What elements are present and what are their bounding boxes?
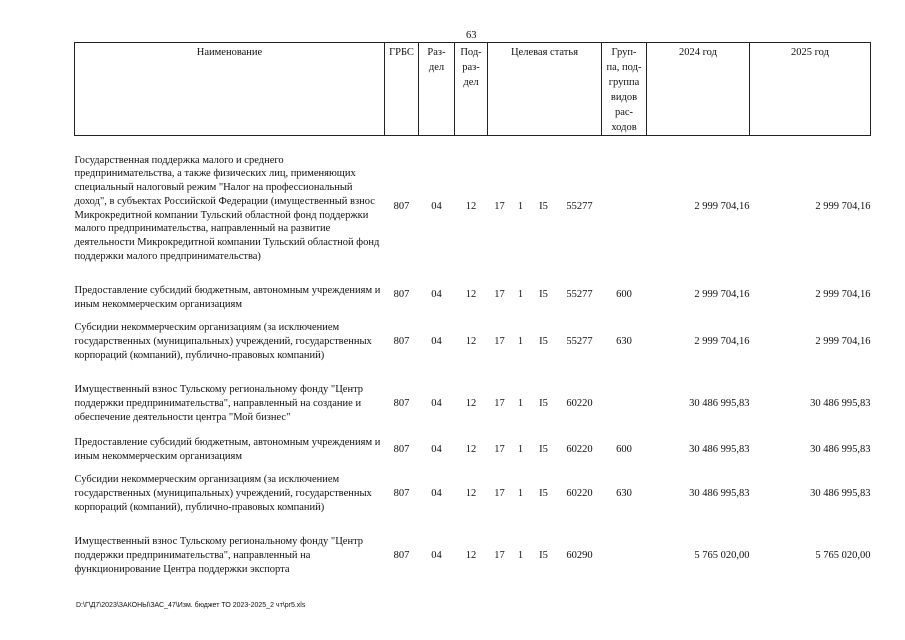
row-target-2: 1: [517, 200, 524, 212]
row-target-4: 55277: [566, 336, 593, 348]
row-target-1: 17: [494, 398, 505, 410]
table-header-row: [75, 43, 871, 136]
row-name: Имущественный взнос Тульскому региональному фонду "Центр поддержки предпринимательства", направленный на создание и обеспечение деятельности центра "Мой бизнес": [74, 384, 364, 423]
header-grbs: ГРБС: [385, 43, 419, 136]
row-group: 600: [616, 289, 632, 301]
row-2024: 30 486 995,83: [689, 398, 750, 410]
row-podrazdel: 12: [465, 289, 477, 301]
row-target-3: I5: [539, 289, 548, 301]
row-group: 600: [616, 444, 632, 456]
file-path-footer: D:\Г\Д7\2023\ЗАКОНЫ\ЗАС_47\Изм. бюджет ТО 2023-2025_2 чт\pr5.xls: [76, 602, 306, 609]
row-grbs: 807: [393, 398, 410, 410]
row-grbs: 807: [393, 289, 410, 301]
row-group: 630: [616, 488, 632, 500]
row-group: [602, 371, 647, 425]
row-podrazdel: 12: [465, 336, 477, 348]
row-target-4: 55277: [566, 200, 593, 212]
row-target-3: I5: [539, 550, 548, 562]
row-grbs: 807: [393, 444, 410, 456]
row-target-3: I5: [539, 444, 548, 456]
header-razdel: Раз- дел: [419, 43, 455, 136]
header-2024: 2024 год: [647, 43, 750, 136]
row-target-3: I5: [539, 488, 548, 500]
row-podrazdel: 12: [465, 550, 477, 562]
header-name: Наименование: [75, 43, 385, 136]
row-grbs: 807: [393, 200, 410, 212]
row-razdel: 04: [431, 550, 442, 562]
row-name: Субсидии некоммерческим организациям (за исключением государственных (муниципальных) учреждений, государственных корпораций (компаний), публично-правовых компаний): [74, 322, 372, 361]
header-podrazdel: Под- раз- дел: [455, 43, 488, 136]
table-row: [75, 313, 871, 371]
page-number: 63: [466, 30, 477, 41]
row-razdel: 04: [431, 289, 442, 301]
row-name: Имущественный взнос Тульскому региональному фонду "Центр поддержки предпринимательства", направленный на функционирование Центра поддержки экспорта: [74, 536, 364, 575]
row-target-3: I5: [539, 200, 548, 212]
row-2024: 5 765 020,00: [694, 550, 750, 562]
row-name: Предоставление субсидий бюджетным, автономным учреждениям и иным некоммерческим организациям: [74, 437, 381, 462]
row-group: [602, 136, 647, 278]
row-target-2: 1: [517, 488, 524, 500]
row-grbs: 807: [393, 550, 410, 562]
row-grbs: 807: [393, 488, 410, 500]
row-2024: 30 486 995,83: [689, 444, 750, 456]
header-target: Целевая статья: [488, 43, 602, 136]
row-target-4: 60220: [566, 398, 593, 410]
row-2025: 2 999 704,16: [815, 200, 871, 212]
row-razdel: 04: [431, 398, 442, 410]
row-target-2: 1: [517, 444, 524, 456]
row-target-2: 1: [517, 398, 524, 410]
row-target-1: 17: [494, 550, 505, 562]
row-target-3: I5: [539, 398, 548, 410]
row-2025: 2 999 704,16: [815, 336, 871, 348]
row-2024: 2 999 704,16: [694, 336, 750, 348]
table-row: [75, 425, 871, 465]
row-grbs: 807: [393, 336, 410, 348]
row-2024: 2 999 704,16: [694, 200, 750, 212]
row-razdel: 04: [431, 444, 442, 456]
row-2025: 2 999 704,16: [815, 289, 871, 301]
row-target-1: 17: [494, 336, 505, 348]
table-row: [75, 465, 871, 523]
row-2025: 5 765 020,00: [815, 550, 871, 562]
budget-table: [74, 42, 871, 577]
row-target-2: 1: [517, 336, 524, 348]
row-group: 630: [616, 336, 632, 348]
row-target-1: 17: [494, 289, 505, 301]
row-2025: 30 486 995,83: [810, 444, 871, 456]
row-podrazdel: 12: [465, 488, 477, 500]
row-target-1: 17: [494, 488, 505, 500]
table-row: [75, 523, 871, 577]
row-2025: 30 486 995,83: [810, 398, 871, 410]
row-target-1: 17: [494, 444, 505, 456]
row-2024: 2 999 704,16: [694, 289, 750, 301]
row-target-2: 1: [517, 289, 524, 301]
table-row: [75, 277, 871, 313]
header-2025: 2025 год: [750, 43, 871, 136]
row-2025: 30 486 995,83: [810, 488, 871, 500]
row-podrazdel: 12: [465, 444, 477, 456]
row-razdel: 04: [431, 200, 442, 212]
row-name: Предоставление субсидий бюджетным, автономным учреждениям и иным некоммерческим организациям: [74, 285, 381, 310]
table-row: [75, 136, 871, 278]
table-row: [75, 371, 871, 425]
row-group: [602, 523, 647, 577]
row-target-4: 60220: [566, 444, 593, 456]
row-razdel: 04: [431, 488, 442, 500]
row-target-1: 17: [494, 200, 505, 212]
row-razdel: 04: [431, 336, 442, 348]
row-name: Государственная поддержка малого и среднего предпринимательства, а также физических лиц, применяющих специальный налоговый режим "Налог на профессиональный доход", в субъектах Российской Федерации (имущественный взнос Микрокредитной компании Тульский областной фонд поддержки малого предпринимательства, направленный на развитие деятельности Микрокредитной компании Тульский областной фонд поддержки малого предпринимательства): [74, 154, 380, 262]
row-podrazdel: 12: [465, 398, 477, 410]
row-target-3: I5: [539, 336, 548, 348]
header-group: Груп- па, под- группа видов рас- ходов: [602, 43, 647, 136]
row-target-4: 55277: [566, 289, 593, 301]
row-target-4: 60220: [566, 488, 593, 500]
row-target-2: 1: [517, 550, 524, 562]
row-2024: 30 486 995,83: [689, 488, 750, 500]
row-podrazdel: 12: [465, 200, 477, 212]
row-name: Субсидии некоммерческим организациям (за исключением государственных (муниципальных) учреждений, государственных корпораций (компаний), публично-правовых компаний): [74, 474, 372, 513]
row-target-4: 60290: [566, 550, 593, 562]
